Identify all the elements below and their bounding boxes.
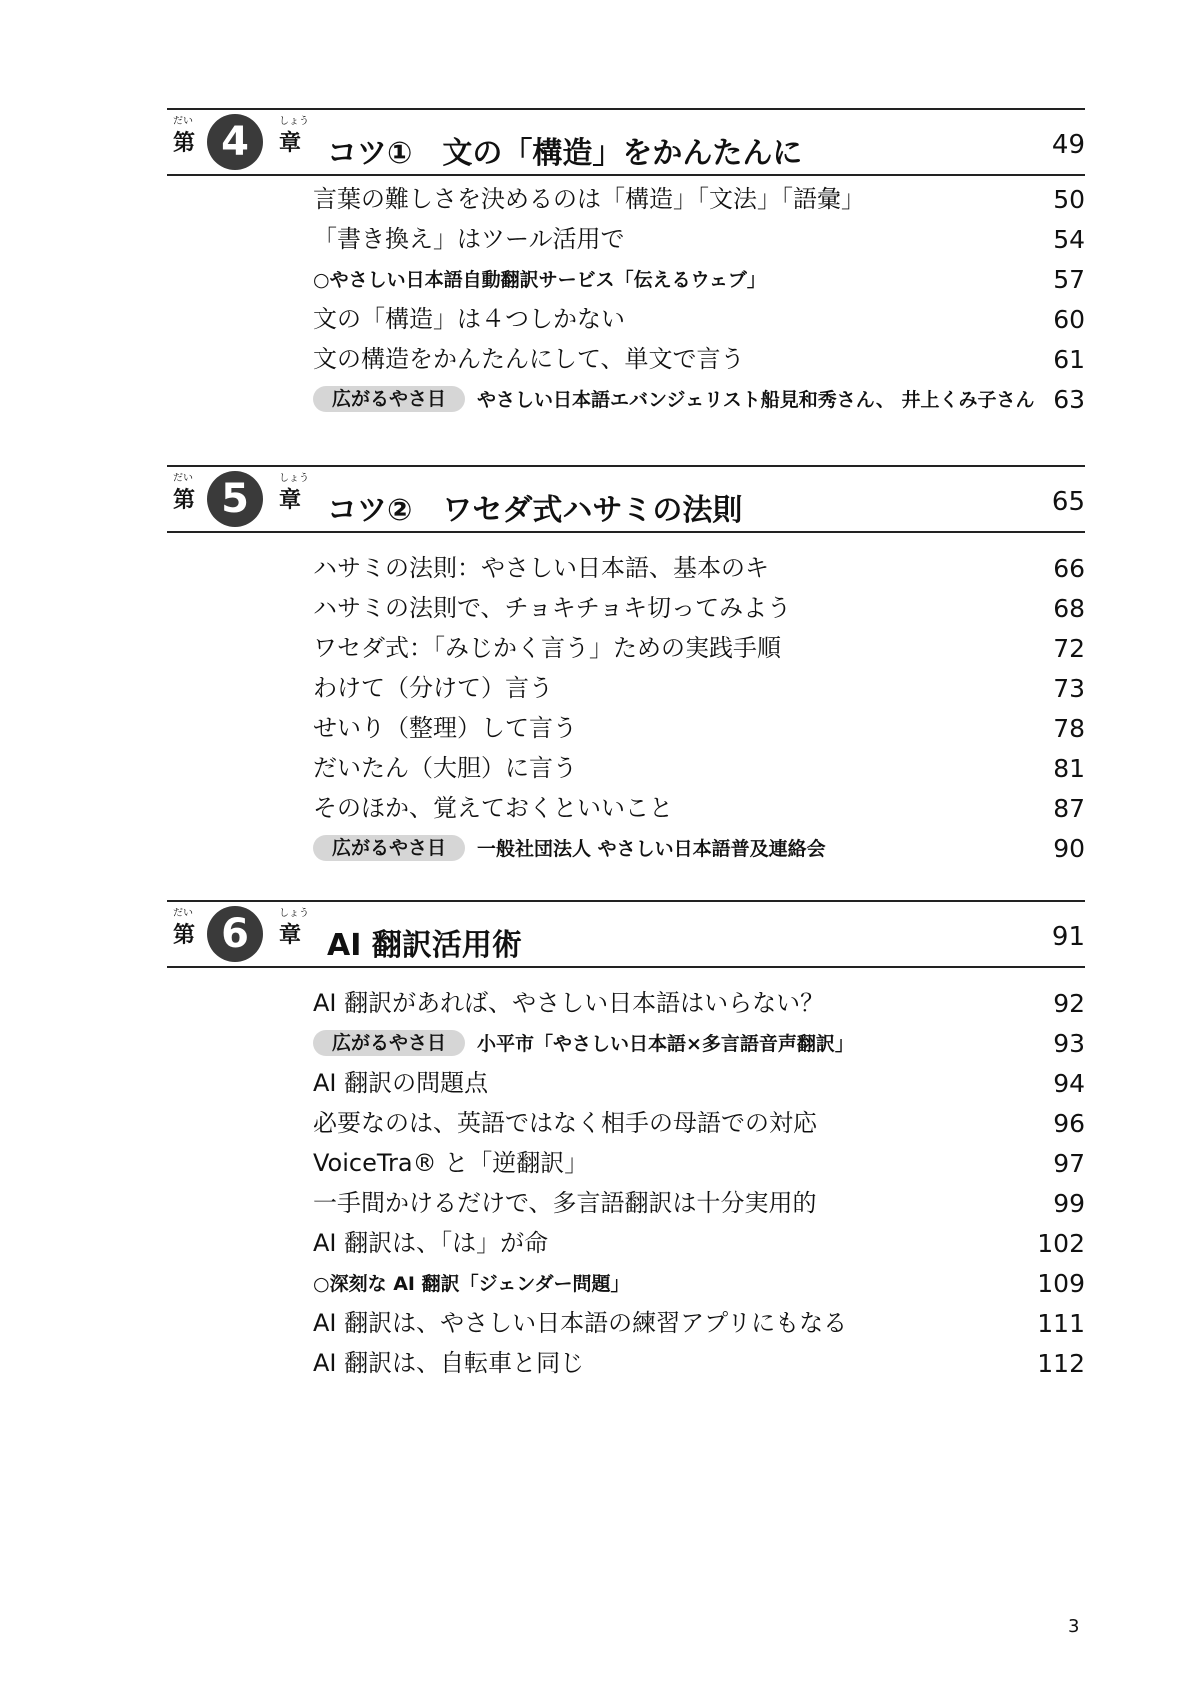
entry-title: 一手間かけるだけで、多言語翻訳は十分実用的 xyxy=(313,1189,817,1217)
entry-page: 60 xyxy=(1053,305,1085,334)
chapter-header xyxy=(167,465,1085,533)
entry-title: そのほか、覚えておくといいこと xyxy=(313,794,673,822)
chapter-sho-ruby: しょう xyxy=(279,473,309,484)
toc-entry[interactable] xyxy=(313,378,1085,418)
chapter-title[interactable]: コツ① 文の「構造」をかんたんに xyxy=(327,136,803,171)
chapter-dai-ruby: だい xyxy=(173,473,193,484)
toc-entry[interactable] xyxy=(313,1262,1085,1302)
entry-title: VoiceTra® と「逆翻訳」 xyxy=(313,1149,589,1177)
chapter-6 xyxy=(167,900,1085,1378)
entry-page: 92 xyxy=(1053,989,1085,1018)
entry-title: 必要なのは、英語ではなく相手の母語での対応 xyxy=(313,1109,817,1137)
chapter-number-badge: 5 xyxy=(207,471,263,527)
entry-page: 73 xyxy=(1053,674,1085,703)
entry-page: 111 xyxy=(1037,1309,1085,1338)
chapter-sho: 章 xyxy=(279,488,302,513)
toc-entry[interactable] xyxy=(313,298,1085,338)
chapter-sho: 章 xyxy=(279,923,302,948)
entry-title: ハサミの法則：やさしい日本語、基本のキ xyxy=(313,554,769,582)
chapter-dai: 第 xyxy=(173,923,196,948)
entry-title: 言葉の難しさを決めるのは「構造」「文法」「語彙」 xyxy=(313,185,865,213)
entry-title: 「書き換え」はツール活用で xyxy=(313,225,625,253)
toc-entry[interactable] xyxy=(313,1302,1085,1342)
entry-title: AI 翻訳は、やさしい日本語の練習アプリにもなる xyxy=(313,1309,848,1337)
chapter-dai: 第 xyxy=(173,131,196,156)
entry-page: 94 xyxy=(1053,1069,1085,1098)
page-number: 3 xyxy=(1068,1616,1080,1637)
toc-entry[interactable] xyxy=(313,1182,1085,1222)
chapter-number-badge: 6 xyxy=(207,906,263,962)
entry-title: AI 翻訳は、「は」が命 xyxy=(313,1229,549,1257)
toc-entry[interactable] xyxy=(313,1222,1085,1262)
entry-page: 112 xyxy=(1037,1349,1085,1378)
entry-page: 78 xyxy=(1053,714,1085,743)
entry-page: 97 xyxy=(1053,1149,1085,1178)
entry-title: ハサミの法則で、チョキチョキ切ってみよう xyxy=(313,594,792,622)
entry-title: 文の「構造」は４つしかない xyxy=(313,305,625,333)
entry-page: 61 xyxy=(1053,345,1085,374)
entry-page: 99 xyxy=(1053,1189,1085,1218)
entry-page: 93 xyxy=(1053,1029,1085,1058)
chapter-page: 91 xyxy=(1051,922,1085,952)
toc-entry[interactable] xyxy=(313,178,1085,218)
entry-page: 96 xyxy=(1053,1109,1085,1138)
entry-title: ○深刻な AI 翻訳「ジェンダー問題」 xyxy=(313,1273,630,1295)
entry-title: だいたん（大胆）に言う xyxy=(313,754,577,782)
entry-title: 文の構造をかんたんにして、単文で言う xyxy=(313,345,745,373)
chapter-4 xyxy=(167,108,1085,414)
entry-page: 66 xyxy=(1053,554,1085,583)
toc-entry[interactable] xyxy=(313,1022,1085,1062)
toc-entry[interactable] xyxy=(313,667,1085,707)
chapter-sho-ruby: しょう xyxy=(279,116,309,127)
entry-page: 90 xyxy=(1053,834,1085,863)
chapter-sho-ruby: しょう xyxy=(279,908,309,919)
chapter-5 xyxy=(167,465,1085,863)
toc-entry[interactable] xyxy=(313,827,1085,867)
entry-page: 81 xyxy=(1053,754,1085,783)
chapter-page: 65 xyxy=(1051,487,1085,517)
entry-page: 57 xyxy=(1053,265,1085,294)
entry-title: ○やさしい日本語自動翻訳サービス「伝えるウェブ」 xyxy=(313,269,766,291)
toc-entry[interactable] xyxy=(313,218,1085,258)
entry-title: せいり（整理）して言う xyxy=(313,714,577,742)
chapter-dai: 第 xyxy=(173,488,196,513)
chapter-title[interactable]: AI 翻訳活用術 xyxy=(327,928,522,963)
toc-entry[interactable] xyxy=(313,707,1085,747)
toc-entry[interactable] xyxy=(313,787,1085,827)
hirogaru-yasashi-badge: 広がるやさ日 xyxy=(313,386,465,412)
chapter-title[interactable]: コツ② ワセダ式ハサミの法則 xyxy=(327,493,743,528)
entry-title: やさしい日本語エバンジェリスト船見和秀さん、 井上くみ子さん xyxy=(477,389,1035,411)
hirogaru-yasashi-badge: 広がるやさ日 xyxy=(313,1030,465,1056)
entry-page: 87 xyxy=(1053,794,1085,823)
toc-entry[interactable] xyxy=(313,982,1085,1022)
chapter-dai-ruby: だい xyxy=(173,908,193,919)
toc-entry[interactable] xyxy=(313,547,1085,587)
entry-title: 小平市「やさしい日本語×多言語音声翻訳」 xyxy=(477,1033,854,1055)
toc-entry[interactable] xyxy=(313,1062,1085,1102)
toc-entry[interactable] xyxy=(313,1102,1085,1142)
chapter-header xyxy=(167,900,1085,968)
toc-entry[interactable] xyxy=(313,338,1085,378)
chapter-page: 49 xyxy=(1051,130,1085,160)
toc-entry[interactable] xyxy=(313,1342,1085,1382)
toc-entry[interactable] xyxy=(313,627,1085,667)
toc-entry[interactable] xyxy=(313,258,1085,298)
entry-title: 一般社団法人 やさしい日本語普及連絡会 xyxy=(477,838,826,860)
toc-entry[interactable] xyxy=(313,747,1085,787)
entry-page: 72 xyxy=(1053,634,1085,663)
entry-page: 102 xyxy=(1037,1229,1085,1258)
entry-page: 109 xyxy=(1037,1269,1085,1298)
entry-page: 50 xyxy=(1053,185,1085,214)
chapter-sho: 章 xyxy=(279,131,302,156)
entry-page: 54 xyxy=(1053,225,1085,254)
entry-title: わけて（分けて）言う xyxy=(313,674,553,702)
chapter-dai-ruby: だい xyxy=(173,116,193,127)
toc-entry[interactable] xyxy=(313,1142,1085,1182)
chapter-header xyxy=(167,108,1085,176)
entry-page: 63 xyxy=(1053,385,1085,414)
chapter-number-badge: 4 xyxy=(207,114,263,170)
entry-title: AI 翻訳は、自転車と同じ xyxy=(313,1349,585,1377)
hirogaru-yasashi-badge: 広がるやさ日 xyxy=(313,835,465,861)
entry-title: AI 翻訳の問題点 xyxy=(313,1069,489,1097)
entry-title: AI 翻訳があれば、やさしい日本語はいらない？ xyxy=(313,989,825,1017)
toc-entry[interactable] xyxy=(313,587,1085,627)
entry-title: ワセダ式：「みじかく言う」ための実践手順 xyxy=(313,634,781,662)
entry-page: 68 xyxy=(1053,594,1085,623)
